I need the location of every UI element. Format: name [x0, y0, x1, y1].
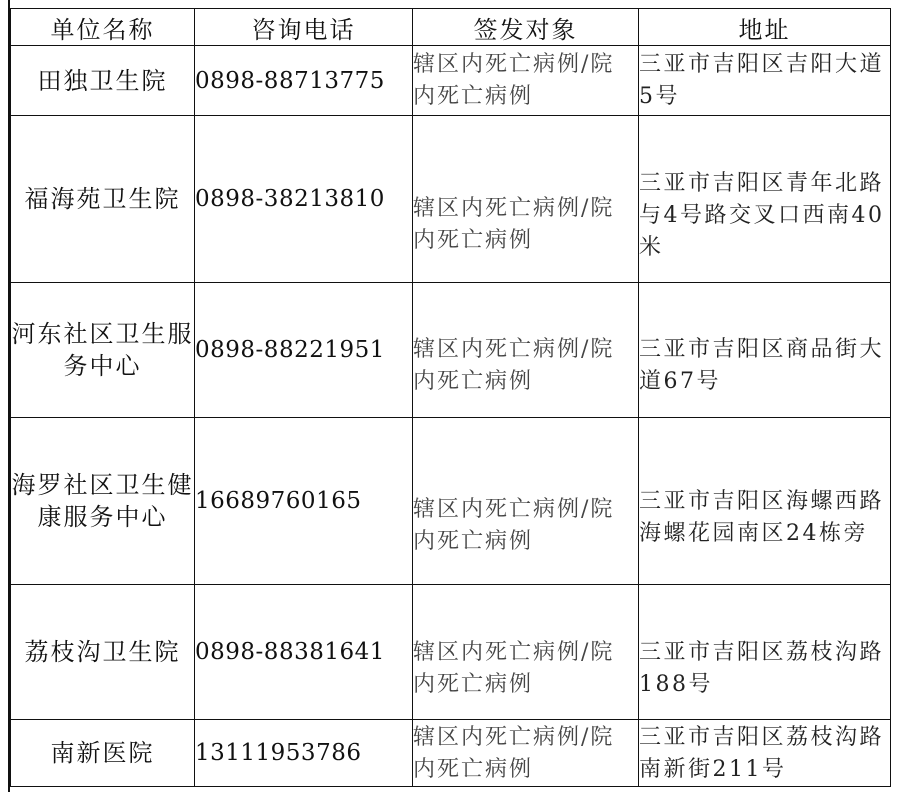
- left-border-line: [0, 0, 10, 792]
- header-unit-name: 单位名称: [11, 9, 195, 46]
- unit-name-cell: 海罗社区卫生健康服务中心: [11, 418, 195, 585]
- target-cell: 辖区内死亡病例/院内死亡病例: [413, 46, 639, 116]
- header-target: 签发对象: [413, 9, 639, 46]
- address-text: 三亚市吉阳区海螺西路海螺花园南区24栋旁: [639, 489, 885, 546]
- address-cell: [639, 720, 891, 787]
- table-row: [11, 283, 891, 418]
- table-row: [11, 720, 891, 787]
- target-text: 辖区内死亡病例/院内死亡病例: [413, 724, 615, 782]
- target-text: 辖区内死亡病例/院内死亡病例: [413, 639, 615, 697]
- phone-cell: 13111953786: [195, 720, 413, 787]
- target-text: 辖区内死亡病例/院内死亡病例: [413, 196, 615, 253]
- address-cell: 三亚市吉阳区吉阳大道5号: [639, 46, 891, 116]
- unit-name-cell: 南新医院: [11, 720, 195, 787]
- address-cell: [639, 585, 891, 720]
- target-cell: [413, 283, 639, 418]
- table-row: [11, 418, 891, 585]
- target-cell: [413, 585, 639, 720]
- address-text: 三亚市吉阳区荔枝沟路南新街211号: [639, 724, 885, 782]
- table-row: [11, 46, 891, 116]
- phone-cell: 0898-88713775: [195, 46, 413, 116]
- target-cell: [413, 418, 639, 585]
- unit-name-cell: 福海苑卫生院: [11, 116, 195, 283]
- header-phone: 咨询电话: [195, 9, 413, 46]
- target-cell: [413, 116, 639, 283]
- address-cell: [639, 283, 891, 418]
- address-text: 三亚市吉阳区商品街大道67号: [639, 337, 885, 394]
- phone-cell: 0898-38213810: [195, 116, 413, 283]
- address-cell: [639, 116, 891, 283]
- address-text: 三亚市吉阳区青年北路与4号路交叉口西南40米: [639, 171, 885, 260]
- target-text: 辖区内死亡病例/院内死亡病例: [413, 337, 615, 394]
- unit-name-cell: 田独卫生院: [11, 46, 195, 116]
- address-cell: [639, 418, 891, 585]
- table-row: [11, 585, 891, 720]
- phone-cell: 16689760165: [195, 418, 413, 585]
- unit-name-cell: 河东社区卫生服务中心: [11, 283, 195, 418]
- address-text: 三亚市吉阳区荔枝沟路188号: [639, 639, 885, 697]
- table-row: [11, 116, 891, 283]
- target-cell: [413, 720, 639, 787]
- unit-name-cell: 荔枝沟卫生院: [11, 585, 195, 720]
- phone-cell: 0898-88221951: [195, 283, 413, 418]
- table-header-row: [11, 9, 891, 46]
- phone-cell: 0898-88381641: [195, 585, 413, 720]
- header-address: 地址: [639, 9, 891, 46]
- health-unit-table: [10, 8, 891, 787]
- target-text: 辖区内死亡病例/院内死亡病例: [413, 497, 615, 554]
